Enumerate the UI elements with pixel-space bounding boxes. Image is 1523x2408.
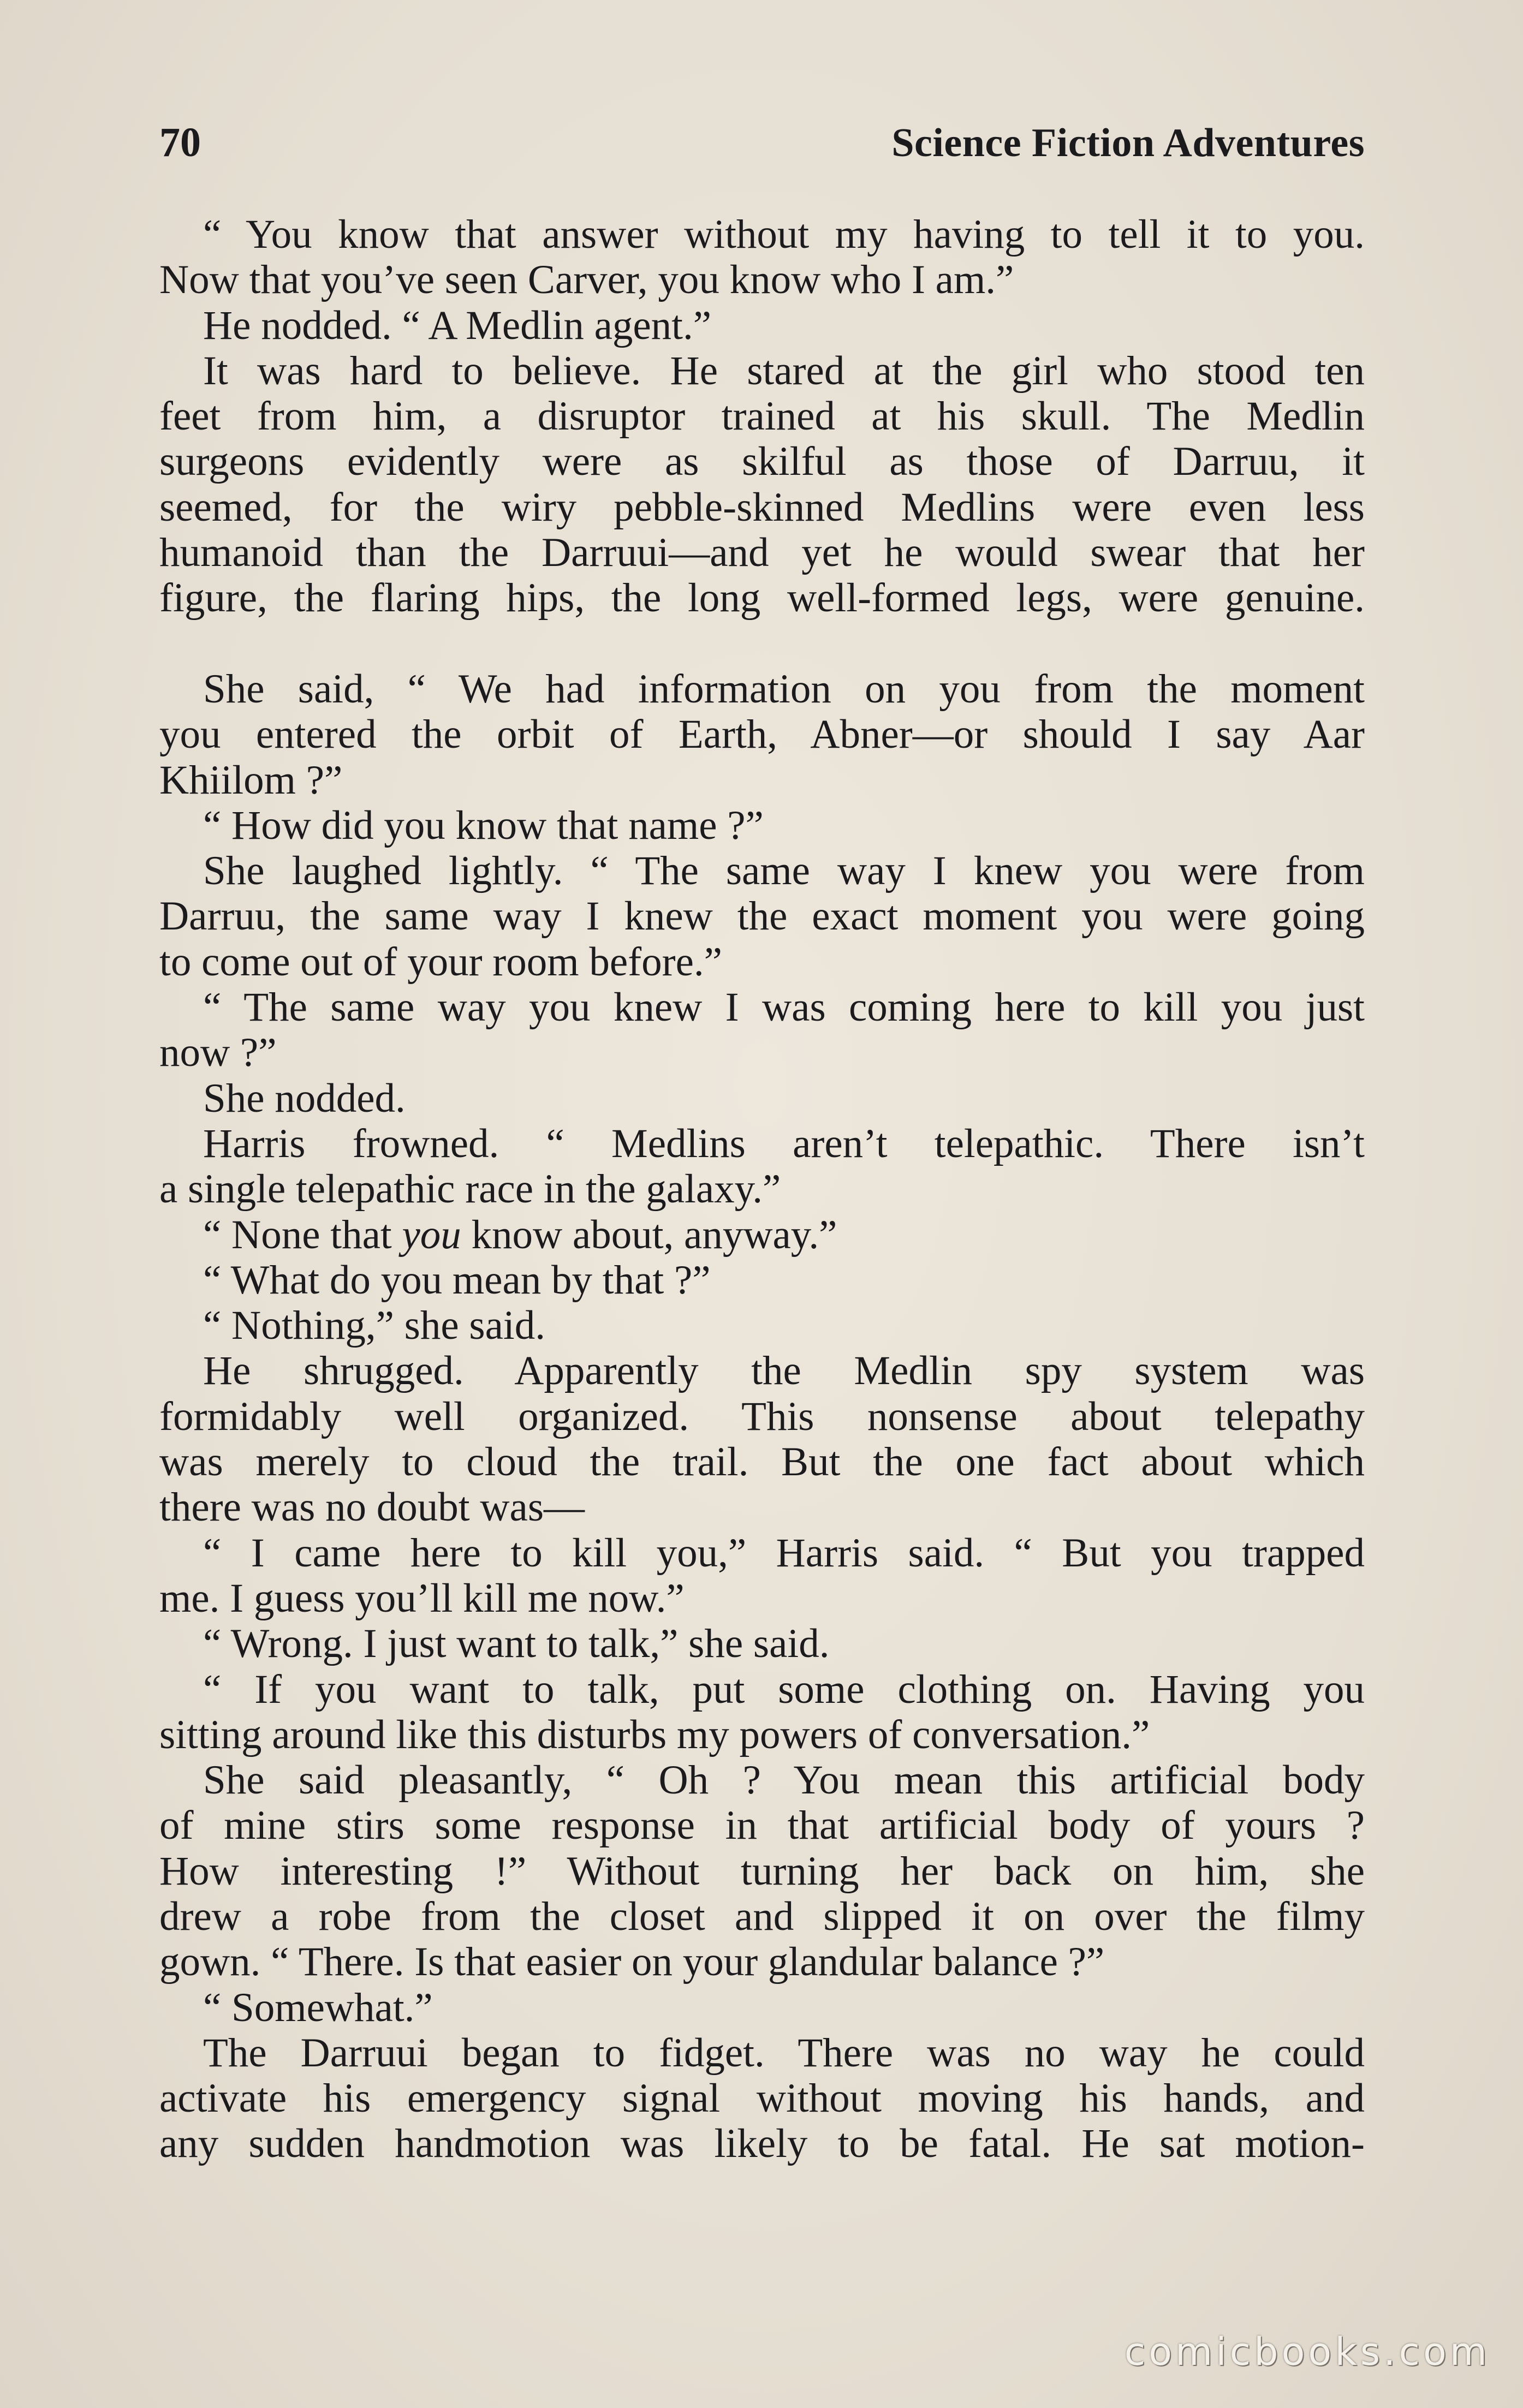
text-line: Harris frowned. “ Medlins aren’t telepathic. There isn’t (203, 1120, 1365, 1166)
text-line: She said, “ We had information on you from the moment (203, 666, 1365, 712)
text-line: “ Wrong. I just want to talk,” she said. (203, 1621, 830, 1667)
text-line: Khiilom ?” (159, 757, 343, 803)
text-line: “ Somewhat.” (203, 1984, 433, 2030)
text-line: now ?” (159, 1030, 277, 1076)
text-line: figure, the flaring hips, the long well-formed legs, were genuine. (159, 575, 1365, 621)
running-head: Science Fiction Adventures (891, 121, 1365, 165)
text-line: It was hard to believe. He stared at the girl who stood ten (203, 348, 1365, 394)
text-line: He nodded. “ A Medlin agent.” (203, 302, 712, 348)
story-text (159, 212, 1365, 2167)
text-line (159, 1212, 1365, 1257)
text-line: The Darruui began to fidget. There was no way he could (203, 2030, 1365, 2076)
text-line: She laughed lightly. “ The same way I knew you were from (203, 848, 1365, 894)
page-number: 70 (159, 120, 201, 165)
text-line: drew a robe from the closet and slipped it on over the filmy (159, 1893, 1365, 1939)
text-line: any sudden handmotion was likely to be fatal. He sat motion- (159, 2121, 1365, 2167)
text-line: “ Nothing,” she said. (203, 1303, 545, 1349)
text-line: there was no doubt was— (159, 1485, 585, 1530)
text-line: humanoid than the Darruui—and yet he would swear that her (159, 530, 1365, 576)
text-line: “ I came here to kill you,” Harris said. “ But you trapped (203, 1530, 1365, 1576)
text-line: seemed, for the wiry pebble-skinned Medlins were even less (159, 484, 1365, 530)
text-line: was merely to cloud the trail. But the one fact about which (159, 1439, 1365, 1485)
text-line: surgeons evidently were as skilful as those of Darruu, it (159, 439, 1365, 485)
text-line: to come out of your room before.” (159, 939, 722, 985)
text-line: How interesting !” Without turning her back on him, she (159, 1848, 1365, 1894)
text-run: know about, anyway.” (461, 1212, 837, 1257)
blank-line (159, 621, 1365, 666)
text-line: “ What do you mean by that ?” (203, 1257, 711, 1303)
text-line: “ If you want to talk, put some clothing on. Having you (203, 1666, 1365, 1712)
text-line: of mine stirs some response in that artificial body of yours ? (159, 1803, 1365, 1849)
text-line: “ The same way you knew I was coming here to kill you just (203, 985, 1365, 1030)
text-line: gown. “ There. Is that easier on your glandular balance ?” (159, 1939, 1105, 1985)
text-line: a single telepathic race in the galaxy.” (159, 1166, 781, 1212)
text-line: She nodded. (203, 1075, 406, 1121)
italic-word: you (402, 1212, 461, 1257)
text-line: activate his emergency signal without moving his hands, and (159, 2076, 1365, 2121)
text-line: He shrugged. Apparently the Medlin spy system was (203, 1348, 1365, 1394)
text-line: She said pleasantly, “ Oh ? You mean this artificial body (203, 1757, 1365, 1803)
text-line: Darruu, the same way I knew the exact moment you were going (159, 893, 1365, 939)
text-line: feet from him, a disruptor trained at his skull. The Medlin (159, 394, 1365, 439)
text-line: sitting around like this disturbs my powers of conversation.” (159, 1712, 1150, 1757)
text-line: Now that you’ve seen Carver, you know who I am.” (159, 257, 1014, 303)
text-line: formidably well organized. This nonsense about telepathy (159, 1393, 1365, 1439)
text-line: me. I guess you’ll kill me now.” (159, 1575, 685, 1621)
watermark: comicbooks.com (1124, 2329, 1490, 2374)
text-line: “ You know that answer without my having to tell it to you. (203, 212, 1365, 257)
page-header (159, 119, 1365, 184)
text-line: “ How did you know that name ?” (203, 802, 764, 848)
text-line: you entered the orbit of Earth, Abner—or should I say Aar (159, 712, 1365, 758)
text-run: “ None that (203, 1212, 402, 1257)
